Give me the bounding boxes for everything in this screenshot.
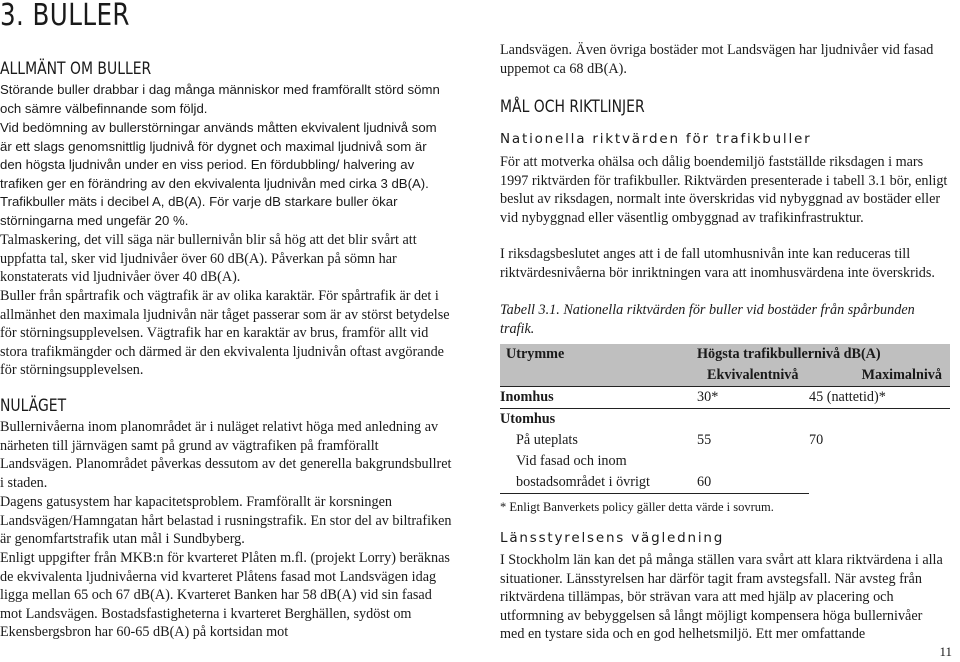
- table-caption: Tabell 3.1. Nationella riktvärden för buller vid bostäder från spårbunden trafik.: [500, 302, 915, 337]
- row-uteplats-label: På uteplats: [516, 432, 578, 448]
- table-row: [500, 409, 950, 431]
- table-footnote: * Enligt Banverkets policy gäller detta värde i sovrum.: [500, 500, 774, 514]
- row-inomhus-label: Inomhus: [500, 387, 697, 409]
- row-utomhus-label: Utomhus: [500, 409, 697, 431]
- riktvarden-table: [500, 344, 950, 494]
- paragraph-sparvagtrafik: Buller från spårtrafik och vägtrafik är av olika karaktär. För spårtrafik är det i allmänhet den maximala ljudnivån när tåget passerar som är av störst betydelse för störningsupplevelsen. Vägtrafik har en karaktär av brus, framför allt vid stora trafikmängder och därmed är den ekvivalenta ljudnivån oftast avgörande för störningsupplevelsen.: [0, 288, 450, 379]
- header-utrymme: Utrymme: [500, 344, 697, 365]
- heading-mal-och-riktlinjer: MÅL OCH RIKTLINJER: [500, 97, 645, 117]
- heading-nulaget: NULÄGET: [0, 396, 67, 416]
- table-row: [500, 472, 950, 494]
- row-fasad-ekv: 60: [697, 472, 809, 494]
- paragraph-gatusystem: Dagens gatusystem har kapacitetsproblem. Framförallt är korsningen Landsvägen/Hamngatan hårt belastad i rusningstrafik. En stor del av biltrafiken är genomfartstrafik utan mål i Sundbyberg.: [0, 494, 452, 548]
- table-subheader-row: [500, 365, 950, 387]
- row-inomhus-ekv: 30*: [697, 387, 809, 409]
- paragraph-riksdagen: För att motverka ohälsa och dålig boendemiljö fastställde riksdagen i mars 1997 riktvärden för trafikbuller. Riktvärden presenterade i tabell 3.1 bör, enligt beslut av riksdagen, normalt inte överskridas vid nybyggnad av bostäder eller vid nybyggnad eller väsentlig ombyggnad av trafikinfrastruktur.: [500, 154, 948, 226]
- table-row: [500, 387, 950, 409]
- page-number: 11: [939, 644, 952, 659]
- chapter-title: 3. BULLER: [0, 0, 130, 33]
- table-row: [500, 451, 950, 472]
- header-maximalniva: Maximalnivå: [809, 365, 950, 387]
- paragraph-landsvagen-cont: Landsvägen. Även övriga bostäder mot Landsvägen har ljudnivåer vid fasad uppemot ca 68 dB(A).: [500, 42, 934, 77]
- row-inomhus-max: 45 (nattetid)*: [809, 387, 950, 409]
- paragraph-stockholm: I Stockholm län kan det på många ställen vara svårt att klara riktvärdena i alla situationer. Länsstyrelsen har därför tagit fram avstegsfall. När avsteg från riktvärdena tillämpas, bör strävan vara att med hjälp av placering och utformning av bebyggelsen så långt möjligt kompensera höga bullernivåer med en tystare sida och en god helhetsmiljö. Ett mer omfattande: [500, 552, 943, 643]
- header-hogsta-trafikbullerniva: Högsta trafikbullernivå dB(A): [697, 344, 950, 365]
- table-header-row: [500, 344, 950, 365]
- paragraph-intro: Störande buller drabbar i dag många människor med framförallt störd sömn och sämre välbefinnande som följd.: [0, 82, 440, 116]
- paragraph-bedomning: Vid bedömning av bullerstörningar används måtten ekvivalent ljudnivå som är ett slags genomsnittlig ljudnivå för dygnet och maximal ljudnivå som är den högsta ljudnivån under en viss period. En fördubbling/ halvering av trafiken ger en förändring av den ekvivalenta ljudnivån med cirka 3 dB(A). Trafikbuller mäts i decibel A, dB(A). För varje dB starkare buller ökar störningarna med ungefär 20 %.: [0, 120, 437, 228]
- heading-lansstyrelsens-vagledning: Länsstyrelsens vägledning: [500, 530, 725, 546]
- row-fasad-label-1: Vid fasad och inom: [516, 453, 627, 469]
- heading-allmant-om-buller: ALLMÄNT OM BULLER: [0, 59, 152, 79]
- row-uteplats-ekv: 55: [697, 432, 712, 448]
- row-fasad-label-2: bostadsområdet i övrigt: [500, 472, 697, 494]
- table-row: [500, 430, 950, 451]
- row-uteplats-max: 70: [809, 432, 824, 448]
- header-ekvivalentniva: Ekvivalentnivå: [697, 365, 809, 387]
- paragraph-riksdagsbeslut: I riksdagsbeslutet anges att i de fall utomhusnivån inte kan reduceras till riktvärdesnivåerna bör inriktningen vara att inomhusvärdena inte överskrids.: [500, 246, 935, 281]
- paragraph-bullernivaer: Bullernivåerna inom planområdet är i nuläget relativt höga med anledning av närheten till järnvägen samt på grund av vägtrafiken på framförallt Landsvägen. Planområdet påverkas dessutom av det generella bakgrundsbullret i staden.: [0, 419, 452, 491]
- paragraph-talmaskering: Talmaskering, det vill säga när bullernivån blir så hög att det blir svårt att uppfatta tal, sker vid ljudnivåer över 60 dB(A). Påverkan på sömn har konstaterats vid ljudnivåer över 40 dB(A).: [0, 232, 417, 286]
- heading-nationella-riktvarden: Nationella riktvärden för trafikbuller: [500, 131, 812, 147]
- paragraph-mkb: Enligt uppgifter från MKB:n för kvarteret Plåten m.fl. (projekt Lorry) beräknas de ekvivalenta ljudnivåerna vid kvarteret Plåtens fasad mot Landsvägen idag ligga mellan 65 och 67 dB(A). Kvarteret Banken har 58 dB(A) vid sin fasad mot Landsvägen. Bostadsfastigheterna i kvarteret Berghällen, sydöst om Ekensbergsbron har 60-65 dB(A) på kortsidan mot: [0, 550, 450, 641]
